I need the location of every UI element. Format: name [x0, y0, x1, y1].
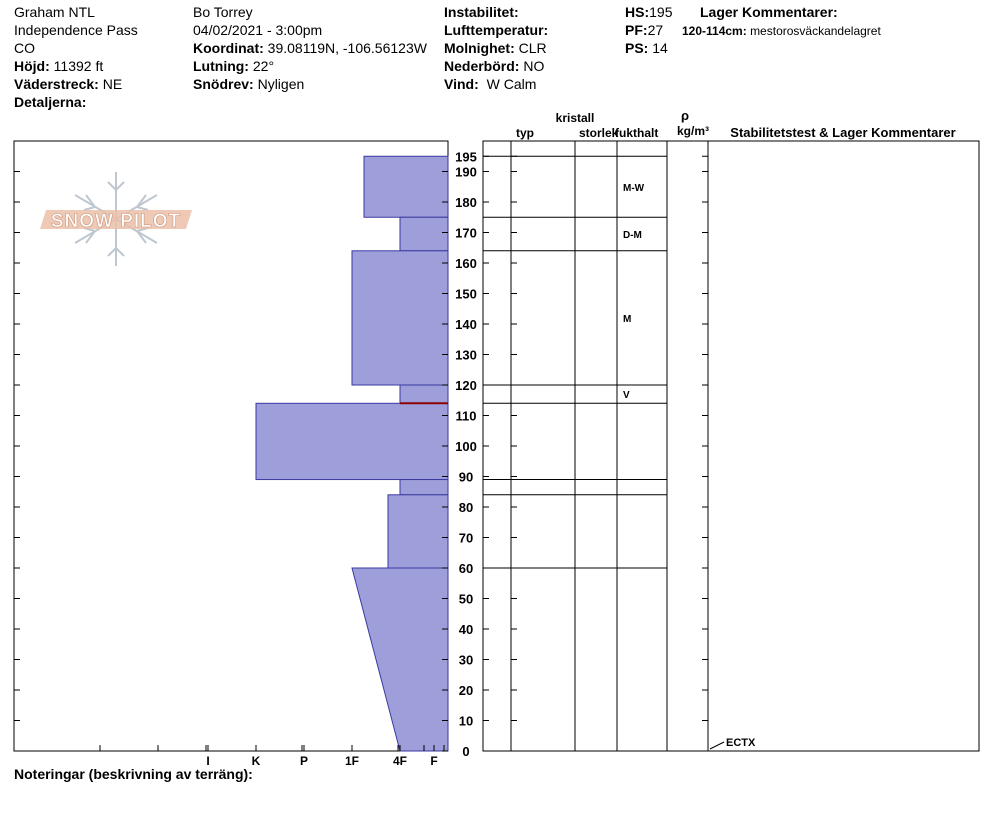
layer-comment-text: mestorosväckandelagret [750, 24, 881, 38]
notes-label: Noteringar (beskrivning av terräng): [14, 766, 253, 782]
sky-value: CLR [518, 40, 547, 56]
layer-comments-label: Lager Kommentarer: [700, 4, 838, 20]
depth-tick-label-30: 30 [458, 652, 474, 668]
slope-label: Lutning: [193, 58, 249, 74]
precip-label: Nederbörd: [444, 58, 520, 74]
elevation-value: 11392 ft [53, 58, 104, 74]
hs-value: 195 [649, 4, 673, 20]
depth-tick-label-190: 190 [455, 164, 477, 180]
snow-layer-bar-1 [400, 217, 448, 251]
depth-tick-label-90: 90 [458, 469, 474, 485]
pf-label: PF: [625, 22, 648, 38]
depth-tick-label-130: 130 [455, 347, 477, 363]
airtemp-label: Lufttemperatur: [444, 22, 549, 38]
snow-layer-bar-0 [364, 156, 448, 217]
size-header: storlek [579, 126, 619, 140]
depth-tick-label-150: 150 [455, 286, 477, 302]
state-name: CO [14, 40, 35, 56]
moisture-header: fukthalt [615, 126, 659, 140]
depth-tick-label-100: 100 [455, 439, 477, 454]
aspect-label: Väderstreck: [14, 76, 99, 92]
sky-label: Molnighet: [444, 40, 515, 56]
depth-tick-label-110: 110 [455, 408, 477, 424]
depth-tick-label-20: 20 [458, 683, 474, 698]
stability-header: Stabilitetstest & Lager Kommentarer [730, 125, 956, 140]
depth-tick-label-120: 120 [455, 378, 477, 393]
observation-datetime: 04/02/2021 - 3:00pm [193, 22, 323, 38]
hardness-tick-label-F: F [430, 754, 438, 768]
snow-layer-bar-7 [352, 568, 448, 751]
ps-value: 14 [652, 40, 668, 56]
hardness-tick-label-1F: 1F [344, 754, 360, 768]
moisture-label: M [623, 313, 632, 325]
hardness-tick-label-4F: 4F [392, 754, 408, 768]
moisture-label: D-M [623, 230, 642, 242]
instability-label: Instabilitet: [444, 4, 519, 20]
depth-tick-label-195: 195 [455, 149, 477, 165]
watermark-text: SNOW PILOT [50, 211, 182, 232]
pf-value: 27 [647, 22, 664, 38]
depth-tick-label-80: 80 [458, 500, 474, 515]
wind-value: W Calm [486, 76, 537, 92]
density-unit-header: kg/m³ [676, 124, 710, 138]
snow-layer-bar-5 [400, 480, 448, 495]
snow-layer-bar-2 [352, 251, 448, 385]
layer-comment-range: 120-114cm: [682, 24, 747, 38]
hardness-tick-label-P: P [299, 754, 309, 768]
ps-label: PS: [625, 40, 649, 56]
slope-value: 22° [252, 58, 275, 74]
depth-tick-label-70: 70 [458, 530, 474, 546]
hs-label: HS: [625, 4, 650, 20]
snow-layer-bar-4 [256, 403, 448, 479]
depth-tick-label-50: 50 [458, 591, 474, 607]
type-header: typ [516, 126, 534, 140]
snow-layer-bar-6 [388, 495, 448, 568]
snow-layer-bar-3 [400, 385, 448, 403]
location-name: Independence Pass [14, 22, 138, 38]
elevation-label: Höjd: [14, 58, 50, 74]
drift-label: Snödrev: [193, 76, 254, 92]
depth-tick-label-40: 40 [458, 622, 474, 637]
precip-value: NO [523, 58, 545, 74]
depth-tick-label-160: 160 [455, 256, 477, 271]
snowpilot-watermark [40, 172, 192, 266]
hardness-tick-label-I: I [206, 754, 210, 768]
hardness-tick-label-K: K [251, 754, 261, 768]
crystal-header: kristall [555, 111, 595, 125]
depth-tick-label-10: 10 [458, 713, 474, 729]
aspect-value: NE [102, 76, 123, 92]
moisture-label: M-W [623, 182, 645, 194]
coordinate-value: 39.08119N, -106.56123W [267, 40, 427, 56]
depth-tick-label-170: 170 [455, 225, 477, 241]
details-label: Detaljerna: [14, 94, 87, 110]
test-leader-line [710, 742, 724, 749]
layer-table-frame [483, 141, 979, 751]
moisture-label: V [623, 390, 630, 402]
depth-tick-label-60: 60 [458, 561, 474, 576]
depth-tick-label-180: 180 [455, 195, 477, 210]
observer-person: Bo Torrey [193, 4, 253, 20]
drift-value: Nyligen [257, 76, 305, 92]
depth-tick-label-140: 140 [455, 317, 477, 332]
wind-label: Vind: [444, 76, 479, 92]
coordinate-label: Koordinat: [193, 40, 264, 56]
rho-header: ρ [680, 108, 690, 123]
depth-tick-label-0: 0 [462, 744, 470, 759]
test-label: ECTX [726, 737, 756, 749]
observer-name: Graham NTL [14, 4, 95, 20]
